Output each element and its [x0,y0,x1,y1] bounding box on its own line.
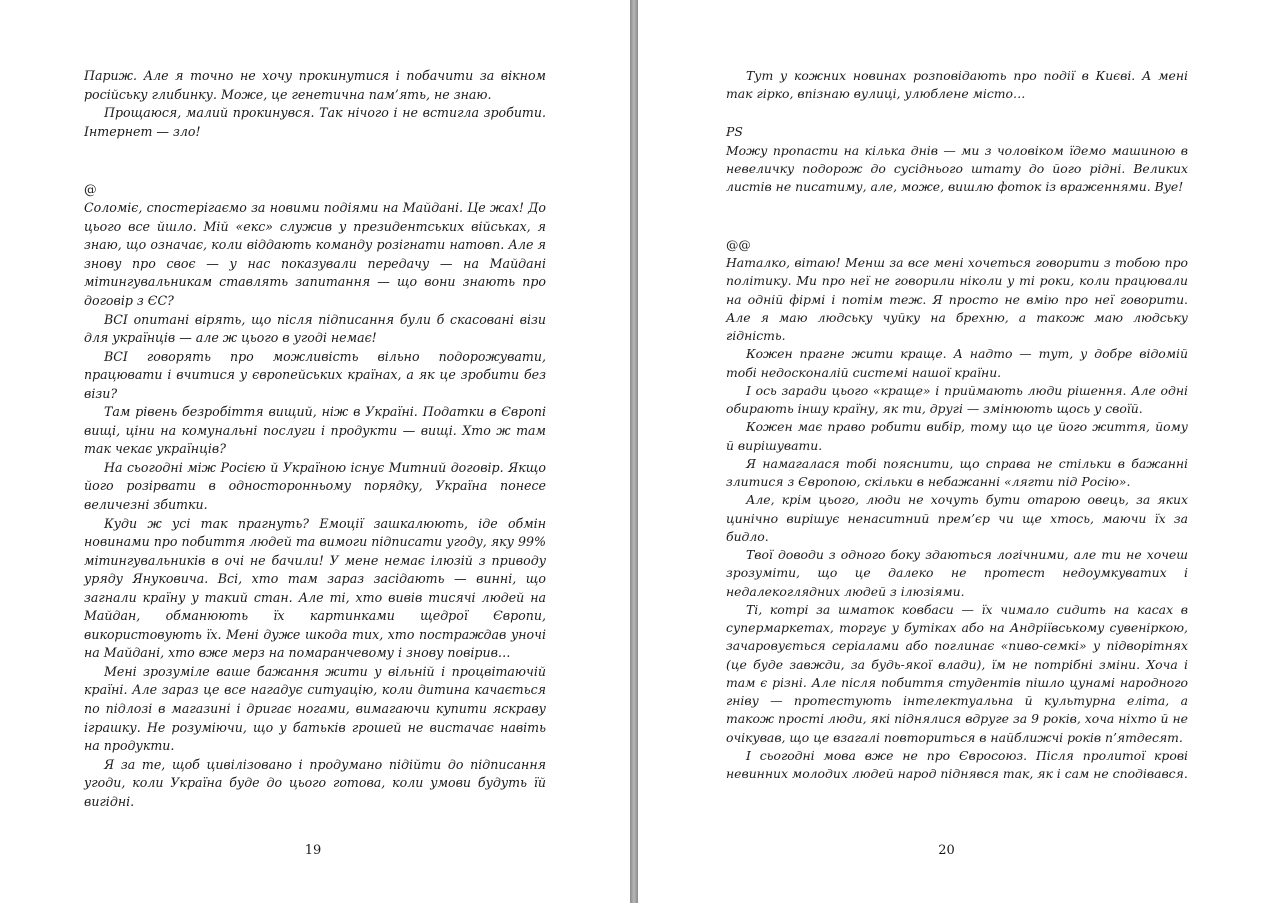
blank-line [726,104,1188,124]
section-marker: @@ [726,236,751,252]
paragraph: Кожен прагне жити краще. А надто — тут, у добре відомій тобі недосконалій системі нашої країни. [726,346,1188,380]
paragraph: Тут у кожних новинах розповідають про події в Києві. А мені так гірко, впізнаю вулиці, улюблене місто… [726,68,1188,102]
blank-line [726,196,1188,236]
section-marker: @ [84,181,97,197]
paragraph: І сьогодні мова вже не про Євросоюз. Після пролитої крові невинних молодих людей народ піднявся так, як і сам не сподівався. [726,747,1188,781]
right-page [638,0,1269,903]
paragraph: Ті, котрі за шматок ковбаси — їх чимало сидить на касах в супермаркетах, торгує у бутіках або на Андріївському сувеніркою, зачаровується серіалами або поглинає «пиво-семкі» у підворітнях (це буде завжди, за будь-якої влади), їм не потрібні зміни. Хоча і там є різні. Але після побиття студентів пішло цунамі народного гніву — протестують інтелектуальна й культурна еліта, а також прості люди, які піднялися вдруге за 9 років, хоча ніхто й не очікував, що це взагалі повториться в найближчі років п’ятдесят. [726,601,1188,745]
paragraph: Соломіє, спостерігаємо за новими подіями на Майдані. Це жах! До цього все йшло. Мій «екс» служив у президентських військах, я знаю, що означає, коли віддають команду розігнати натовп. Але я знову про своє — у нас показували передачу — на Майдані мітингувальникам ставлять запитання — що вони знають про договір з ЄС? [84,200,546,308]
paragraph: Кожен має право робити вибір, тому що це його життя, йому й вирішувати. [726,419,1188,453]
page-number: 19 [304,843,322,858]
paragraph: Наталко, вітаю! Менш за все мені хочеться говорити з тобою про політику. Ми про неї не говорили ніколи у ті роки, коли працювали на одній фірмі і потім теж. Я просто не вмію про неї говорити. Але я маю людську чуйку на брехню, а також маю людську гідність. [726,255,1188,343]
paragraph: Я за те, щоб цивілізовано і продумано підійти до підписання угоди, коли Україна буде до цього готова, коли умови будуть їй вигідні. [84,756,546,809]
postscript-label: PS [726,124,743,140]
paragraph: Париж. Але я точно не хочу прокинутися і побачити за вікном російську глибинку. Може, це генетична пам’ять, не знаю. [84,68,546,102]
paragraph: І ось заради цього «краще» і приймають люди рішення. Але одні обирають іншу країну, як ти, другі — змінюють щось у своїй. [726,382,1188,416]
paragraph: Прощаюся, малий прокинувся. Так нічого і не встигла зробити. Інтернет — зло! [84,105,546,139]
paragraph: Я намагалася тобі пояснити, що справа не стільки в бажанні злитися з Європою, скільки в небажанні «лягти під Росію». [726,455,1188,489]
blank-line [84,141,546,181]
book-gutter [630,0,638,903]
right-page-text [726,67,1188,783]
paragraph: ВСІ опитані вірять, що після підписання були б скасовані візи для українців — але ж цього в угоді немає! [84,311,546,346]
page-number: 20 [938,843,955,858]
paragraph: Але, крім цього, люди не хочуть бути отарою овець, за яких цинічно вирішує ненаситний прем’єр чи ще хтось, маючи їх за бидло. [726,492,1188,544]
paragraph: Там рівень безробіття вищий, ніж в Україні. Податки в Європі вищі, ціни на комунальні послуги і продукти — вищі. Хто ж там так чекає українців? [84,404,546,457]
paragraph: Можу пропасти на кілька днів — ми з чоловіком їдемо машиною в невеличку подорож до сусіднього штату до його рідні. Великих листів не писатиму, але, може, вишлю фоток із враженнями. Вуе! [726,142,1188,194]
left-page-text [84,67,546,811]
paragraph: Мені зрозуміле ваше бажання жити у вільній і процвітаючій країні. Але зараз це все нагадує ситуацію, коли дитина качається по підлозі в магазині і дригає ногами, вимагаючи купити яскраву іграшку. Не розуміючи, що у батьків грошей не вистачає навіть на продукти. [84,663,546,754]
left-page [0,0,630,903]
paragraph: Куди ж усі так прагнуть? Емоції зашкалюють, іде обмін новинами про побиття людей та вимоги підписати угоду, яку 99% мітингувальників в очі не бачили! У мене немає ілюзій з приводу уряду Януковича. Всі, хто там зараз засідають — винні, що загнали країну у такий стан. Але ті, хто вивів тисячі людей на Майдан, обманюють їх картинками щедрої Європи, використовують їх. Мені дуже шкода тих, хто постраждав уночі на Майдані, хто вже мерз на помаранчевому і знову повірив… [84,515,546,661]
paragraph: На сьогодні між Росією й Україною існує Митний договір. Якщо його розірвати в односторонньому порядку, Україна понесе величезні збитки. [84,459,546,512]
paragraph: Твої доводи з одного боку здаються логічними, але ти не хочеш зрозуміти, що це далеко не протест недоумкуватих і недалекоглядних людей з ілюзіями. [726,547,1188,599]
paragraph: ВСІ говорять про можливість вільно подорожувати, працювати і вчитися у європейських країнах, а як це зробити без візи? [84,348,546,401]
